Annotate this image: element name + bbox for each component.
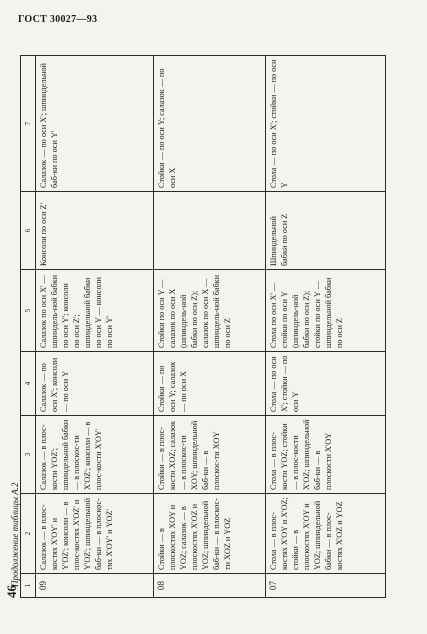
column-header: 5	[21, 270, 36, 352]
table-row	[154, 56, 266, 598]
table-cell: Стола — по оси X'; стойки — по оси Y	[266, 56, 386, 192]
table-cell: Стола по оси X' — стойки по оси Y (шпиндель-ной бабки по оси Z); стойки по оси Y — шпиндельной бабки по оси Z	[266, 270, 386, 352]
header-row	[21, 56, 36, 598]
table-cell: Салазок — в плос-костях X'OY' и Y'OZ'; консоли — в плос-костях X'OZ' и Y'OZ'; шпиндельной баб-ки — в плоскос-тях X'OY' и YOZ'	[36, 494, 154, 574]
table-cell: Стойки по оси Y — салазок по оси X (шпиндель-ной бабки по оси Z); салазок по оси X — шпиндель-ной бабки по оси Z	[154, 270, 266, 352]
document-header: ГОСТ 30027—93	[18, 14, 98, 25]
table-cell: Стойки — по оси Y; салазок — по оси X	[154, 56, 266, 192]
table-cell: Стойки — в плос-кости XOZ; салазок — в плоскос-ти XOY; шпиндельной баб-ки — в плоскос-ти XOY	[154, 416, 266, 494]
table-continuation-caption: Продолжение таблицы А.2	[10, 482, 20, 587]
rotated-table-container	[20, 56, 386, 598]
table-cell: Салазок по оси X' — шпиндель-ной бабки по оси Y'; консоли по оси Z'; шпиндельной бабки по оси Y — консоли по оси Y'	[36, 270, 154, 352]
column-header: 3	[21, 416, 36, 494]
table-cell: Салазок — в плос-кости YOZ'; шпиндельной бабки — в плоскос-ти X'OZ'; консоли — в плос-кости X'OY'	[36, 416, 154, 494]
requirements-table	[20, 55, 386, 598]
row-number-cell: 09	[36, 574, 154, 598]
table-cell: Стола — по оси X'; стойки — по оси Y	[266, 352, 386, 416]
table-cell: Стойки — по оси Y; салазок — по оси X	[154, 352, 266, 416]
column-header: 7	[21, 56, 36, 192]
column-header: 2	[21, 494, 36, 574]
table-cell: Шпиндельной бабки по оси Z	[266, 192, 386, 270]
row-number-cell: 07	[266, 574, 386, 598]
table-cell: Стола — в плос-кости YOZ; стойки — в плос-кости X'OZ; шпиндельной баб-ки — в плоскости X'OY	[266, 416, 386, 494]
table-cell: Стола — в плос-костях X'OY и X'OZ; стойки — в плоскостях X'OY и YOZ; шпиндельной бабки — в плос-костях X'OZ и YOZ	[266, 494, 386, 574]
column-header: 4	[21, 352, 36, 416]
table-row	[266, 56, 386, 598]
table-cell	[154, 192, 266, 270]
table-cell: Консоли по оси Z'	[36, 192, 154, 270]
column-header: 6	[21, 192, 36, 270]
column-header: 1	[21, 574, 36, 598]
table-row	[36, 56, 154, 598]
table-cell: Стойки — в плоскостях XOY и YOZ; салазок — в плоскостях X'OZ и YOZ; шпиндельной баб-ки — в плоскос-ти XOZ и YOZ	[154, 494, 266, 574]
row-number-cell: 08	[154, 574, 266, 598]
table-cell: Салазок — по оси X'; шпиндельной баб-ки по оси Y'	[36, 56, 154, 192]
table-cell: Салазок — по оси X'; консоли — по оси Y	[36, 352, 154, 416]
page-number: 46	[4, 585, 19, 598]
